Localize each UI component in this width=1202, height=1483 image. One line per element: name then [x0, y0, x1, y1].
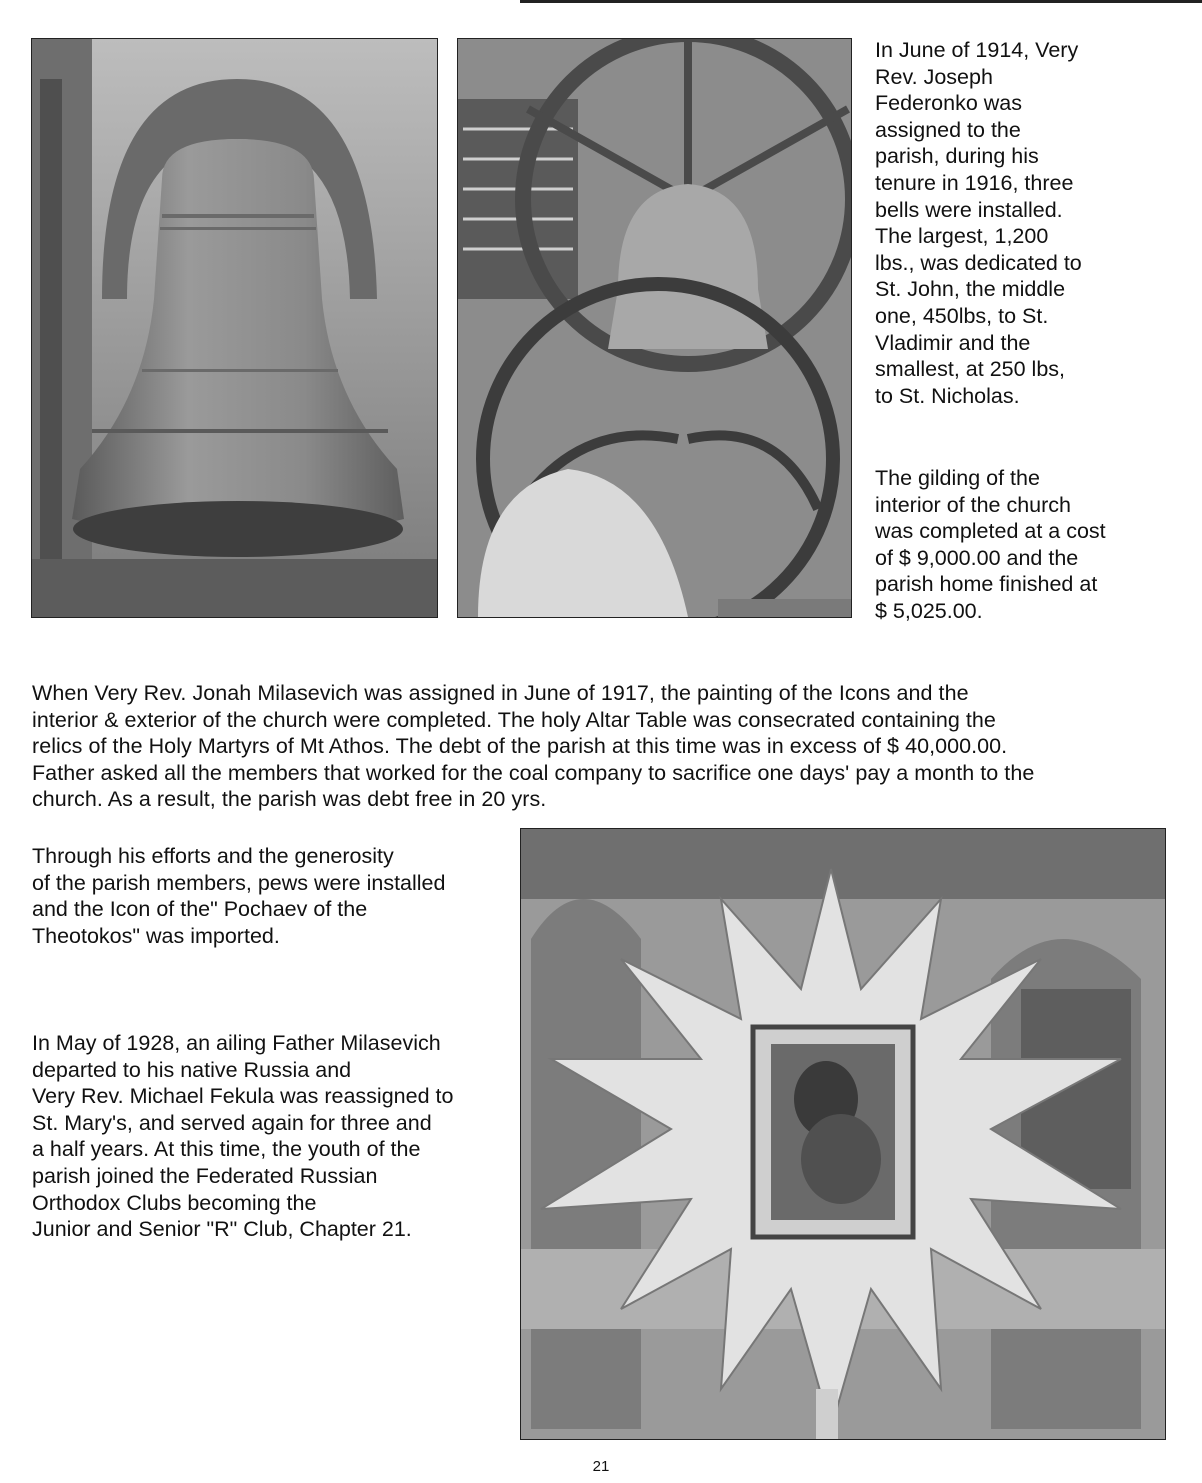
fekula-paragraph: In May of 1928, an ailing Father Milasevich departed to his native Russia and Very Rev. Michael Fekula was reassigned to St. Mary's, and served again for three and a half years. At this time, the youth of the parish joined the Federated Russian Orthodox Clubs becoming the Junior and Senior "R" Club, Chapter 21. [32, 1031, 454, 1242]
pochaev-icon-photo [520, 828, 1166, 1440]
top-rule [520, 0, 1202, 3]
pews-paragraph: Through his efforts and the generosity of the parish members, pews were installed and the Icon of the" Pochaev of the Theotokos" was imported. [32, 844, 446, 948]
page-number: 21 [592, 1458, 610, 1475]
bells-wheel-photo [457, 38, 852, 618]
bell-photo [31, 38, 438, 618]
milasevich-paragraph: When Very Rev. Jonah Milasevich was assigned in June of 1917, the painting of the Icons and the interior & exterior of the church were completed. The holy Altar Table was consecrated containing the relics of the Holy Martyrs of Mt Athos. The debt of the parish at this time was in excess of $ 40,000.00. Father asked all the members that worked for the coal company to sacrifice one days' pay a month to the church. As a result, the parish was debt free in 20 yrs. [32, 681, 1035, 812]
bells-paragraph: In June of 1914, Very Rev. Joseph Federonko was assigned to the parish, during his tenure in 1916, three bells were installed. The largest, 1,200 lbs., was dedicated to St. John, the middle one, 450lbs, to St. Vladimir and the smallest, at 250 lbs, to St. Nicholas. [875, 38, 1082, 408]
gilding-paragraph: The gilding of the interior of the church was completed at a cost of $ 9,000.00 and the parish home finished at $ 5,025.00. [875, 466, 1106, 623]
